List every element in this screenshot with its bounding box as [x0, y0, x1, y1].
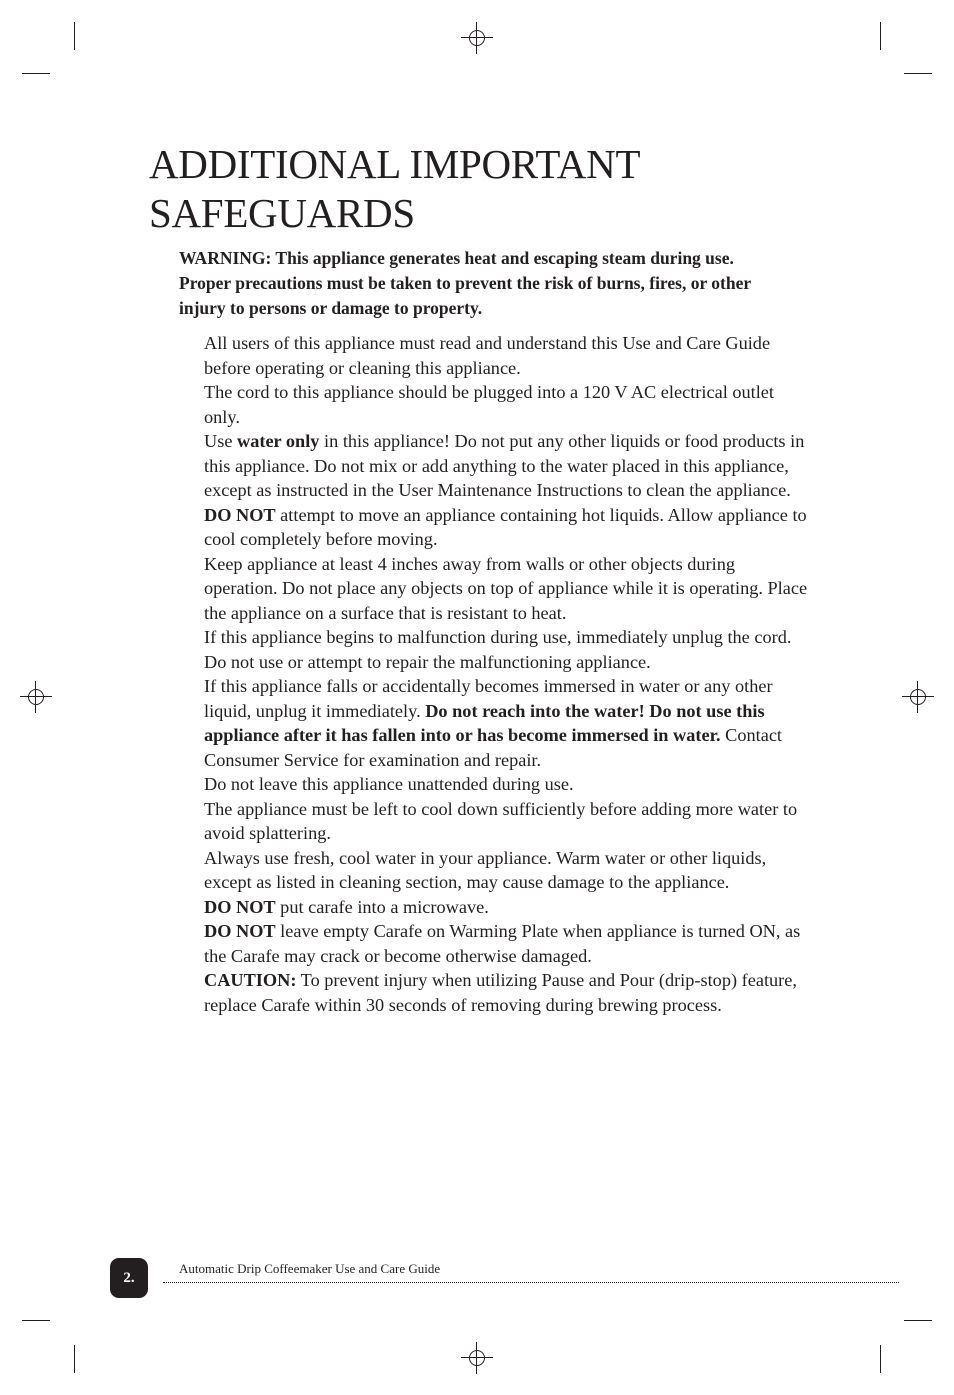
registration-mark	[461, 1342, 493, 1374]
safeguard-item	[204, 674, 810, 772]
safeguard-emphasis: DO NOT	[204, 504, 276, 525]
safeguard-text: Always use fresh, cool water in your appliance. Warm water or other liquids, except as listed in cleaning section, may cause damage to the appliance.	[204, 847, 767, 892]
safeguard-text: Contact Consumer Service for examination and repair.	[204, 725, 783, 770]
registration-mark	[20, 681, 52, 713]
footer-guide-title: Automatic Drip Coffeemaker Use and Care Guide	[179, 1261, 441, 1276]
safeguard-text: in this appliance! Do not put any other liquids or food products in this appliance. Do not mix or add anything to the water placed in this appliance, except as instructed in the User Maintenance Instructions to clean the appliance.	[204, 431, 805, 500]
safeguard-item	[204, 625, 810, 674]
crop-mark	[904, 73, 932, 74]
safeguard-item	[204, 331, 810, 380]
page-title	[149, 140, 640, 238]
safeguard-text: leave empty Carafe on Warming Plate when appliance is turned ON, as the Carafe may crack or become otherwise damaged.	[204, 921, 801, 966]
safeguard-item	[204, 380, 810, 429]
safeguard-item	[204, 846, 810, 895]
crop-mark	[74, 1345, 75, 1373]
safeguard-text: The appliance must be left to cool down sufficiently before adding more water to avoid splattering.	[204, 798, 798, 843]
safeguard-emphasis: water only	[237, 431, 320, 451]
safeguard-text: The cord to this appliance should be plugged into a 120 V AC electrical outlet only.	[204, 382, 774, 427]
safeguard-item	[204, 919, 810, 968]
safeguard-text: If this appliance begins to malfunction during use, immediately unplug the cord. Do not use or attempt to repair the malfunctioning appliance.	[204, 627, 792, 672]
crop-mark	[880, 1345, 881, 1373]
safeguard-text: attempt to move an appliance containing hot liquids. Allow appliance to cool completely before moving.	[204, 504, 807, 549]
safeguard-emphasis: Do not reach into the water! Do not use this appliance after it has fallen into or has become immersed in water.	[204, 700, 765, 745]
warning-paragraph: WARNING: This appliance generates heat and escaping steam during use. Proper precautions must be taken to prevent the risk of burns, fires, or other injury to persons or damage to property.	[179, 248, 751, 318]
safeguard-text: put carafe into a microwave.	[275, 896, 489, 917]
crop-mark	[904, 1320, 932, 1321]
safeguard-item	[204, 503, 810, 552]
safeguard-item	[204, 552, 810, 626]
safeguard-item	[204, 429, 810, 503]
safeguard-text: Do not leave this appliance unattended during use.	[204, 774, 574, 794]
crop-mark	[22, 73, 50, 74]
safeguard-text: If this appliance falls or accidentally becomes immersed in water or any other liquid, unplug it immediately.	[204, 676, 773, 721]
safeguard-item	[204, 797, 810, 846]
page-number-badge: 2.	[110, 1258, 148, 1298]
safeguard-text: To prevent injury when utilizing Pause and Pour (drip-stop) feature, replace Carafe within 30 seconds of removing during brewing process.	[204, 970, 797, 1015]
safeguard-item	[204, 895, 810, 920]
safeguard-item	[204, 968, 810, 1017]
safeguard-text: Keep appliance at least 4 inches away from walls or other objects during operation. Do not place any objects on top of appliance while it is operating. Place the appliance on a surface that is resistant to heat.	[204, 553, 808, 623]
safeguard-emphasis: DO NOT	[204, 921, 276, 941]
safeguard-emphasis: CAUTION:	[204, 970, 297, 990]
crop-mark	[880, 22, 881, 50]
registration-mark	[902, 681, 934, 713]
registration-mark	[461, 22, 493, 54]
safeguard-emphasis: DO NOT	[204, 896, 276, 917]
title-line-1: ADDITIONAL IMPORTANT	[149, 141, 641, 187]
safeguard-text: All users of this appliance must read and understand this Use and Care Guide before operating or cleaning this appliance.	[204, 333, 771, 378]
crop-mark	[22, 1320, 50, 1321]
title-line-2: SAFEGUARDS	[149, 190, 415, 236]
footer-dotted-rule	[163, 1282, 899, 1283]
safeguard-text: Use	[204, 431, 238, 451]
safeguard-list	[204, 331, 810, 1017]
crop-mark	[74, 22, 75, 50]
safeguard-item	[204, 772, 810, 797]
